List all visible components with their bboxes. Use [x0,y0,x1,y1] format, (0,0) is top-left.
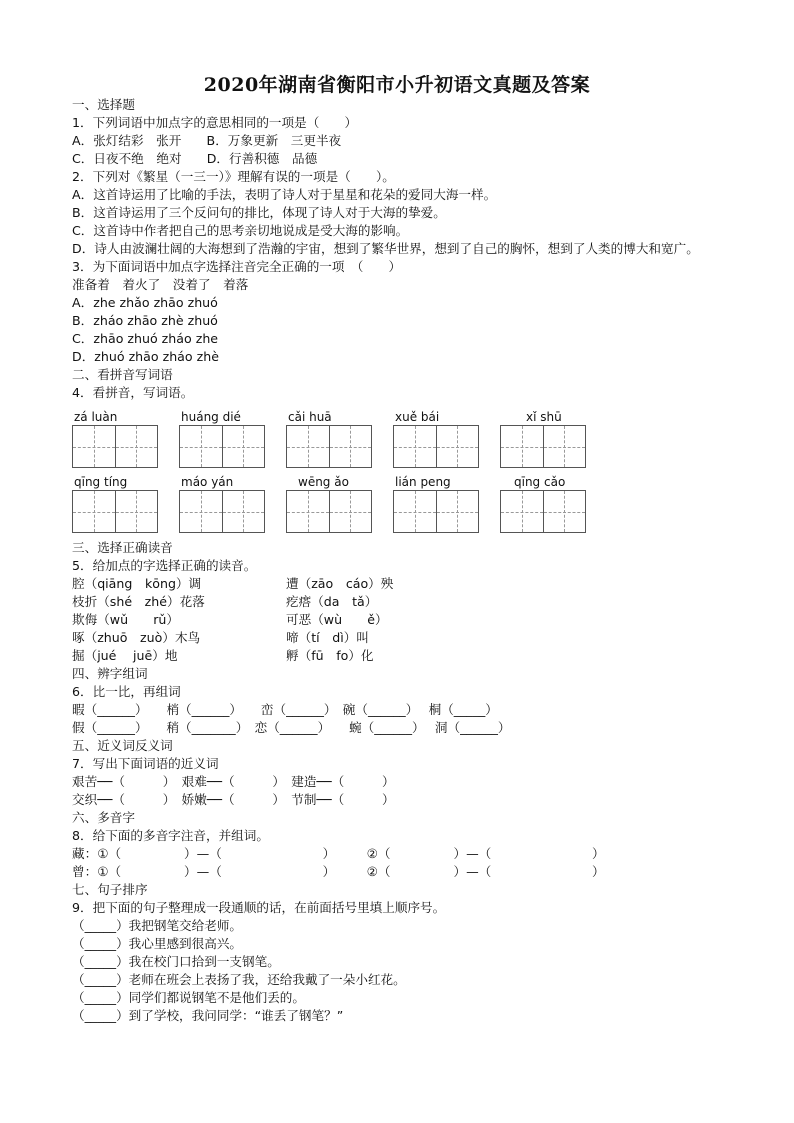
question-3-option-b: B．zháo zhāo zhè zhuó [72,313,218,328]
writing-boxes[interactable] [286,490,372,533]
synonym-row-1: 艰苦──（ ） 艰难──（ ） 建造──（ ） [72,774,395,789]
reading-item: 可恶（wù ě） [286,612,388,627]
section-3-heading: 三、选择正确读音 [72,540,173,555]
pinyin-label: cǎi huā [288,410,332,424]
question-2-option-b: B．这首诗运用了三个反问句的排比，体现了诗人对于大海的挚爱。 [72,205,446,220]
reading-item: 掘（jué juē）地 [72,648,178,663]
question-9: 9．把下面的句子整理成一段通顺的话，在前面括号里填上顺序号。 [72,900,446,915]
compare-row-1: 暇（______） 梢（______） 峦（______） 碗（______） 桐（_____） [72,702,498,717]
question-8: 8．给下面的多音字注音，并组词。 [72,828,269,843]
section-2-heading: 二、看拼音写词语 [72,367,173,382]
writing-boxes[interactable] [500,490,586,533]
question-3-option-c: C．zhāo zhuó zháo zhe [72,331,219,346]
polyphone-row-2: 曾：①（ ）—（ ） ②（ ）—（ ） [72,864,605,879]
reading-item: 腔（qiāng kōng）调 [72,576,202,591]
writing-boxes[interactable] [500,425,586,468]
question-4: 4．看拼音，写词语。 [72,385,194,400]
pinyin-label: máo yán [181,475,234,489]
pinyin-label: xuě bái [395,410,440,424]
reading-item: 枝折（shé zhé）花落 [72,594,205,609]
pinyin-cell [500,410,607,473]
pinyin-cell [72,410,179,473]
pinyin-cell [393,475,500,538]
question-3: 3．为下面词语中加点字选择注音完全正确的一项 （ ） [72,259,402,274]
writing-boxes[interactable] [72,425,158,468]
pinyin-cell [286,475,393,538]
reading-row [72,611,722,629]
reading-row [72,647,722,665]
exam-content [72,96,722,1025]
pinyin-cell [286,410,393,473]
question-3-option-a: A．zhe zhǎo zhāo zhuó [72,295,218,310]
question-2-option-c: C．这首诗中作者把自己的思考亲切地说成是受大海的影响。 [72,223,409,238]
question-1: 1．下列词语中加点字的意思相同的一项是（ ） [72,115,358,130]
pinyin-label: qīng tíng [74,475,128,489]
question-3-option-d: D．zhuó zhāo zháo zhè [72,349,219,364]
page-title: 2020年湖南省衡阳市小升初语文真题及答案 [203,74,591,96]
writing-boxes[interactable] [72,490,158,533]
question-1-options-cd: C．日夜不绝 绝对 D．行善积德 品德 [72,151,318,166]
sentence-item: （_____）老师在班会上表扬了我，还给我戴了一朵小红花。 [72,972,406,987]
question-2: 2．下列对《繁星（一三一）》理解有误的一项是（ ）。 [72,169,395,184]
reading-item: 疙瘩（da tǎ） [286,594,378,609]
sentence-item: （_____）同学们都说钢笔不是他们丢的。 [72,990,305,1005]
reading-item: 啄（zhuō zuò）木鸟 [72,630,201,645]
question-5: 5．给加点的字选择正确的读音。 [72,558,257,573]
pinyin-cell [393,410,500,473]
reading-item: 啼（tí dì）叫 [286,630,369,645]
pinyin-cell [179,410,286,473]
section-1-heading: 一、选择题 [72,97,135,112]
reading-item: 孵（fū fo）化 [286,648,374,663]
reading-item: 遭（zāo cáo）殃 [286,576,394,591]
writing-boxes[interactable] [393,490,479,533]
pinyin-cell [500,475,607,538]
section-4-heading: 四、辨字组词 [72,666,148,681]
writing-boxes[interactable] [179,490,265,533]
polyphone-row-1: 藏：①（ ）—（ ） ②（ ）—（ ） [72,846,605,861]
sentence-item: （_____）我把钢笔交给老师。 [72,918,243,933]
section-5-heading: 五、近义词反义词 [72,738,173,753]
writing-boxes[interactable] [393,425,479,468]
section-6-heading: 六、多音字 [72,810,135,825]
question-3-words: 准备着 着火了 没着了 着落 [72,277,249,292]
section-7-heading: 七、句子排序 [72,882,148,897]
pinyin-label: qīng cǎo [514,475,566,489]
sentence-item: （_____）我在校门口拾到一支钢笔。 [72,954,280,969]
reading-row [72,575,722,593]
sentence-item: （_____）我心里感到很高兴。 [72,936,243,951]
pinyin-label: lián peng [395,475,451,489]
pinyin-label: zá luàn [74,410,118,424]
question-7: 7．写出下面词语的近义词 [72,756,219,771]
question-2-option-a: A．这首诗运用了比喻的手法，表明了诗人对于星星和花朵的爱同大海一样。 [72,187,497,202]
writing-boxes[interactable] [286,425,372,468]
compare-row-2: 假（______） 稍（_______） 恋（______） 蜿（______） 洞（______） [72,720,511,735]
synonym-row-2: 交织──（ ） 娇嫩──（ ） 节制──（ ） [72,792,395,807]
question-1-options-ab: A．张灯结彩 张开 B．万象更新 三更半夜 [72,133,342,148]
pinyin-cell [72,475,179,538]
pinyin-grid-row-1 [72,410,722,473]
reading-row [72,629,722,647]
reading-item: 欺侮（wǔ rǔ） [72,612,180,627]
reading-row [72,593,722,611]
pinyin-cell [179,475,286,538]
question-2-option-d: D．诗人由波澜壮阔的大海想到了浩瀚的宇宙，想到了繁华世界，想到了自己的胸怀，想到了人类的博大和宽广。 [72,241,699,256]
pinyin-label: huáng dié [181,410,241,424]
writing-boxes[interactable] [179,425,265,468]
pinyin-label: xǐ shū [526,410,562,424]
pinyin-label: wēng ǎo [298,475,349,489]
pinyin-grid-row-2 [72,475,722,538]
sentence-item: （_____）到了学校，我问同学：“谁丢了钢笔？” [72,1008,344,1023]
question-6: 6．比一比，再组词 [72,684,181,699]
